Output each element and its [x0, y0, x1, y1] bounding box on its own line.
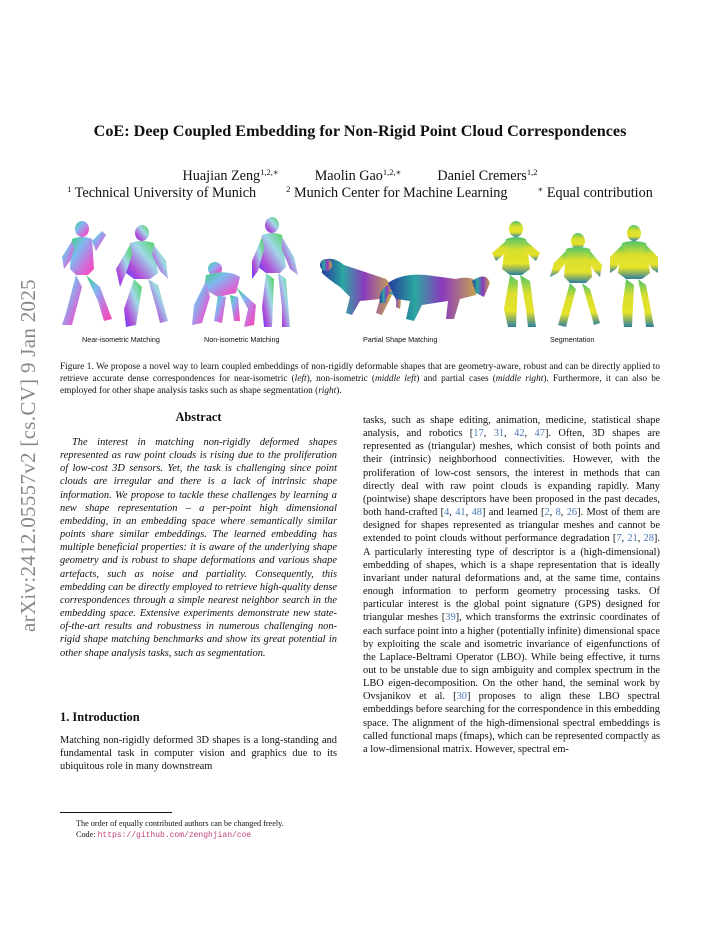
panel-label-non-isometric: Non-isometric Matching: [204, 335, 280, 344]
figure-1-illustration: [60, 217, 660, 330]
abstract-heading: Abstract: [175, 410, 222, 424]
citation-link[interactable]: 8: [555, 507, 561, 519]
non-isometric-shapes: [192, 262, 256, 327]
code-link[interactable]: https://github.com/zenghjian/coe: [97, 831, 252, 840]
right-column-text: tasks, such as shape editing, animation, medicine, statistical shape analysis, and robotics [17, 31, 42, 47]. Often, 3D shapes are represented as (triangular) meshes, which consist of both points and their (intrinsic) neighborhood connectivities. However, with the proliferation of low-cost sensors, the interest in methods that can directly deal with raw point clouds is expanding rapidly. Many (pointwise) shape descriptors have been proposed in the past decades, both hand-crafted [4, 41, 48] and learned [2, 8, 26]. Most of them are designed for shapes represented as triangular meshes and cannot be extended to point clouds without performance degradation [7, 21, 28]. A particularly interesting type of descriptor is a (high-dimensional) embedding of shapes, which is a shape representation that is ideally invariant under natural deformations and, at the same time, contains enough information to perform geometry processing tasks. Of particular interest is the global point signature (GPS) designed for triangular meshes [39], which transforms the extrinsic coordinates of each surface point into a higher (potentially infinite) dimensional space by exploiting the scale and isometric invariance of eigenfunctions of the Laplace-Beltrami Operator (LBO). While being effective, it turns out to be unstable due to sign ambiguity and complex spectrum in the LBO eigen-decomposition. On the other hand, the seminal work by Ovsjanikov et al. [30] proposes to align these LBO spectral embeddings before searching for the correspondence in this embedding space. The alignment of the high-dimensional spectral embeddings is called functional maps (fmaps), which can be represented compactly as a low-dimensional matrix. However, spectral em-: [363, 415, 661, 755]
affiliation-2: $^2$ Munich Center for Machine Learning: [286, 184, 508, 201]
citation-link[interactable]: 39: [445, 612, 456, 624]
citation-link[interactable]: 4: [444, 507, 450, 519]
abstract-text: The interest in matching non-rigidly deformed shapes represented as raw point clouds is rising due to the proliferation of low-cost 3D sensors. Yet, the task is challenging since point clouds are irregular and there is a lack of intrinsic shape information. We propose to tackle these challenges by learning a new shape representation – a per-point high dimensional embedding, in an embedding space where semantically similar points share similar embeddings. The learned embedding has multiple beneficial properties: it is aware of the underlying shape geometry and is robust to shape deformations and various shape artefacts, such as noise and partiality. Consequently, this embedding can be directly employed to retrieve high-quality dense correspondences through a simple nearest neighbor search in the embedding space. Extensive experiments demonstrate new state-of-the-art results and robustness in numerous challenging non-rigid shape matching benchmarks and show its great potential in other shape analysis tasks, such as segmentation.: [60, 437, 337, 659]
affiliation-3: ∗ Equal contribution: [537, 184, 653, 201]
citation-link[interactable]: 26: [566, 507, 578, 519]
panel-label-near-isometric: Near-isometric Matching: [82, 335, 160, 344]
footnote-equal-contribution: The order of equally contributed authors can be changed freely.: [76, 819, 284, 828]
introduction-text: Matching non-rigidly deformed 3D shapes is a long-standing and fundamental task in computer vision and graphics due to its ubiquitous role in many downstream: [60, 735, 337, 773]
citation-link[interactable]: 48: [471, 507, 482, 519]
footnote: [76, 818, 346, 841]
author-1: Huajian Zeng$^{1,2,∗}$: [182, 167, 279, 184]
citation-link[interactable]: 41: [455, 507, 466, 519]
citation-link[interactable]: 17: [473, 428, 484, 440]
citation-link[interactable]: 31: [493, 428, 505, 440]
affiliation-1: $^1$ Technical University of Munich: [67, 184, 257, 201]
panel-label-partial-shape: Partial Shape Matching: [363, 335, 438, 344]
figure-caption: Figure 1. We propose a novel way to learn coupled embeddings of non-rigidly deformable shapes that are geometry-aware, robust and can be directly applied to retrieve accurate dense correspondences for near-isometric (left), non-isometric (middle left) and partial cases (middle right). Furthermore, it can also be employed for other shape analysis tasks such as shape segmentation (right).: [60, 362, 660, 397]
paper-title: CoE: Deep Coupled Embedding for Non-Rigid Point Cloud Correspondences: [93, 122, 627, 140]
citation-link[interactable]: 30: [456, 691, 467, 703]
introduction-heading: 1. Introduction: [60, 710, 140, 724]
panel-label-segmentation: Segmentation: [550, 335, 595, 344]
citation-link[interactable]: 42: [514, 428, 525, 440]
author-3: Daniel Cremers$^{1,2}$: [437, 167, 538, 184]
arxiv-id-text: arXiv:2412.05557v2 [cs.CV] 9 Jan 2025: [15, 278, 40, 632]
near-isometric-shapes: [62, 221, 112, 325]
affiliation-list: [0, 185, 720, 202]
footnote-rule: [60, 812, 172, 813]
figure-panel-labels: [60, 335, 660, 347]
author-list: [0, 168, 720, 185]
citation-link[interactable]: 2: [544, 507, 550, 519]
citation-link[interactable]: 21: [627, 533, 638, 545]
author-2: Maolin Gao$^{1,2,∗}$: [314, 167, 402, 184]
citation-link[interactable]: 28: [643, 533, 654, 545]
segmentation-shapes: [492, 221, 540, 327]
citation-link[interactable]: 7: [616, 533, 622, 545]
footnote-code: Code: https://github.com/zenghjian/coe: [76, 830, 252, 840]
arxiv-identifier: [6, 255, 50, 655]
citation-link[interactable]: 47: [534, 428, 545, 440]
